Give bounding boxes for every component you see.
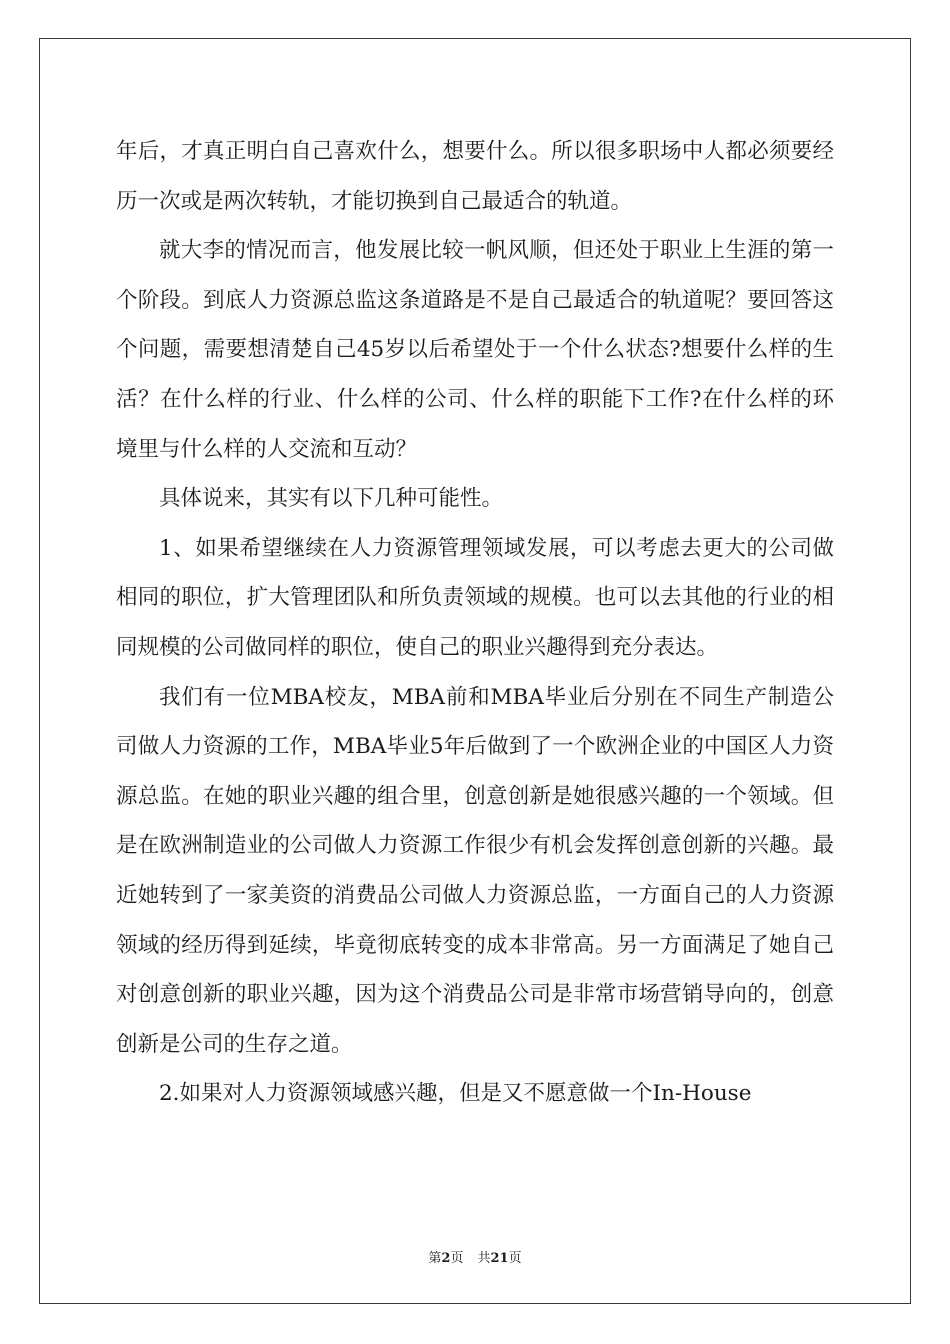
paragraph-6: 2.如果对人力资源领域感兴趣，但是又不愿意做一个In-House	[159, 1081, 752, 1107]
page-prefix: 第	[428, 1251, 442, 1266]
paragraph-1: 年后，才真正明白自己喜欢什么，想要什么。所以很多职场中人都必须要经历一次或是两次转轨，才能切换到自己最适合的轨道。	[116, 139, 834, 214]
paragraph-5: 我们有一位MBA校友，MBA前和MBA毕业后分别在不同生产制造公司做人力资源的工作，MBA毕业5年后做到了一个欧洲企业的中国区人力资源总监。在她的职业兴趣的组合里，创意创新是她很感兴趣的一个领域。但是在欧洲制造业的公司做人力资源工作很少有机会发挥创意创新的兴趣。最近她转到了一家美资的消费品公司做人力资源总监，一方面自己的人力资源领域的经历得到延续，毕竟彻底转变的成本非常高。另一方面满足了她自己对创意创新的职业兴趣，因为这个消费品公司是非常市场营销导向的，创意创新是公司的生存之道。	[116, 684, 834, 1057]
page-suffix: 页	[450, 1251, 464, 1266]
page-total	[477, 1251, 521, 1266]
paragraph-2: 就大李的情况而言，他发展比较一帆风顺，但还处于职业上生涯的第一个阶段。到底人力资源总监这条道路是不是自己最适合的轨道呢？要回答这个问题，需要想清楚自己45岁以后希望处于一个什么状态?想要什么样的生活？在什么样的行业、什么样的公司、什么样的职能下工作?在什么样的环境里与什么样的人交流和互动？	[116, 238, 834, 462]
page-current: 2	[441, 1251, 451, 1266]
total-prefix: 共	[477, 1251, 491, 1266]
page-footer	[0, 1247, 950, 1266]
document-body	[116, 127, 834, 1119]
total-suffix: 页	[508, 1251, 522, 1266]
paragraph-4: 1、如果希望继续在人力资源管理领域发展，可以考虑去更大的公司做相同的职位，扩大管理团队和所负责领域的规模。也可以去其他的行业的相同规模的公司做同样的职位，使自己的职业兴趣得到充分表达。	[116, 535, 834, 660]
page-number	[428, 1251, 463, 1266]
paragraph-3: 具体说来，其实有以下几种可能性。	[159, 486, 504, 512]
total-pages: 21	[490, 1251, 509, 1266]
